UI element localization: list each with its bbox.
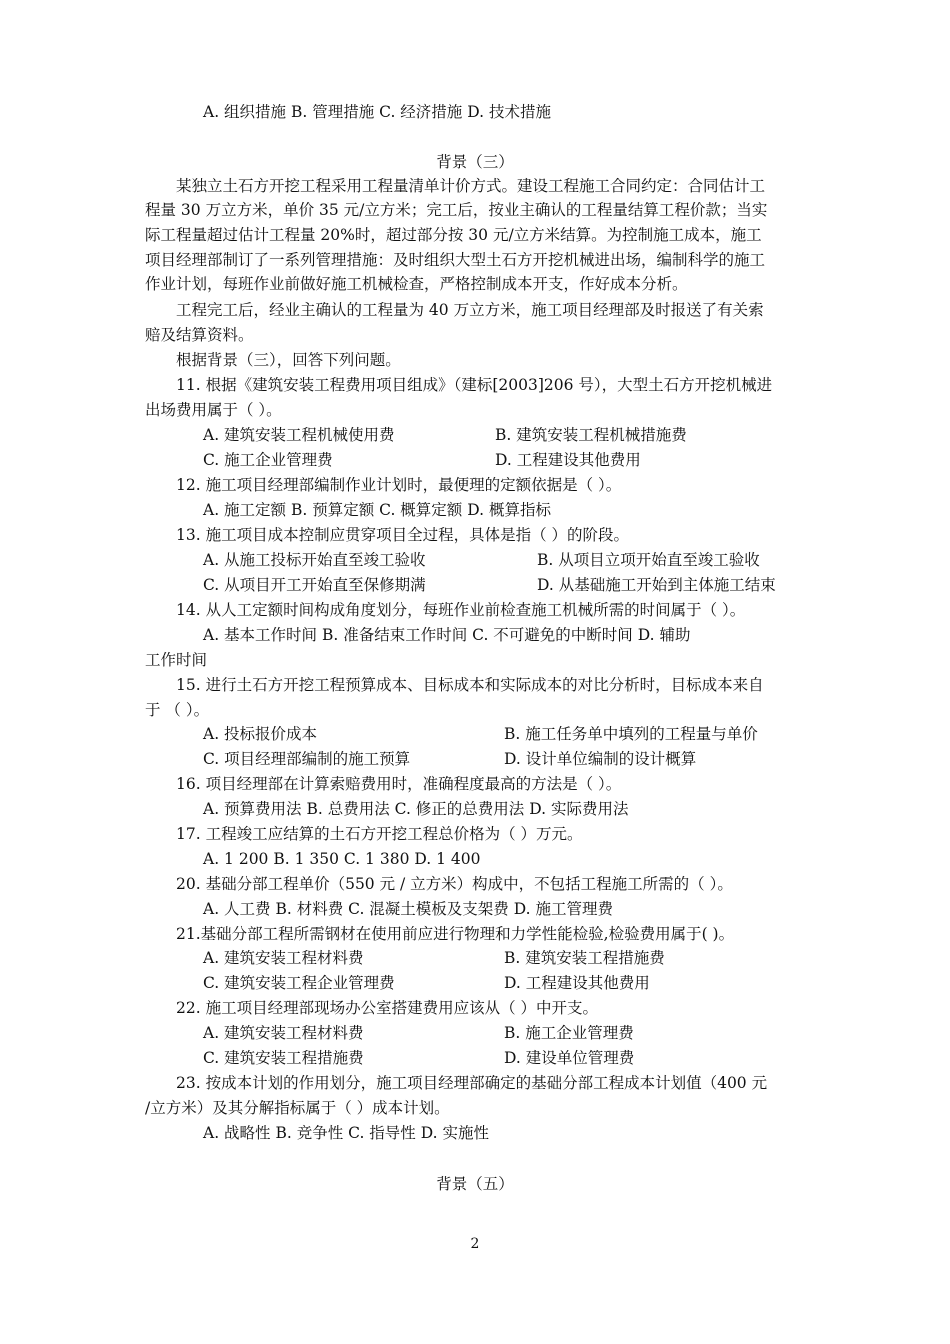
para1-line-4: 项目经理部制订了一系列管理措施：及时组织大型土石方开挖机械进出场，编制科学的施工 [145,251,766,269]
q21-stem: 21.基础分部工程所需钢材在使用前应进行物理和力学性能检验,检验费用属于( )。 [176,925,735,943]
q17-stem: 17. 工程竣工应结算的土石方开挖工程总价格为（ ）万元。 [176,825,583,843]
q20-stem: 20. 基础分部工程单价（550 元 / 立方米）构成中，不包括工程施工所需的（ ）。 [176,875,733,893]
q14-stem: 14. 从人工定额时间构成角度划分，每班作业前检查施工机械所需的时间属于（ ）。 [176,601,746,619]
q21-option-b: B. 建筑安装工程措施费 [504,949,665,967]
q21-option-c: C. 建筑安装工程企业管理费 [203,974,395,992]
q11-stem-2: 出场费用属于（ ）。 [145,401,282,419]
section-5-heading: 背景（五） [436,1175,514,1193]
q16-stem: 16. 项目经理部在计算索赔费用时，准确程度最高的方法是（ ）。 [176,775,622,793]
q23-stem-2: /立方米）及其分解指标属于（ ）成本计划。 [145,1099,450,1117]
q22-stem: 22. 施工项目经理部现场办公室搭建费用应该从（ ）中开支。 [176,999,599,1017]
q15-stem-2: 于 （ ）。 [145,701,210,719]
q13-option-c: C. 从项目开工开始直至保修期满 [203,576,426,594]
q11-option-c: C. 施工企业管理费 [203,451,333,469]
q16-options: A. 预算费用法 B. 总费用法 C. 修正的总费用法 D. 实际费用法 [203,800,629,818]
q13-option-a: A. 从施工投标开始直至竣工验收 [203,551,426,569]
q13-option-b: B. 从项目立项开始直至竣工验收 [537,551,760,569]
q15-option-a: A. 投标报价成本 [203,725,318,743]
q15-stem-1: 15. 进行土石方开挖工程预算成本、目标成本和实际成本的对比分析时，目标成本来自 [176,676,764,694]
q23-stem-1: 23. 按成本计划的作用划分，施工项目经理部确定的基础分部工程成本计划值（400 元 [176,1074,768,1092]
section-3-heading: 背景（三） [436,153,514,171]
page-number: 2 [470,1236,480,1252]
q22-option-b: B. 施工企业管理费 [504,1024,634,1042]
q21-option-d: D. 工程建设其他费用 [504,974,650,992]
q13-stem: 13. 施工项目成本控制应贯穿项目全过程，具体是指（ ）的阶段。 [176,526,630,544]
q13-option-d: D. 从基础施工开始到主体施工结束 [537,576,776,594]
q12-options: A. 施工定额 B. 预算定额 C. 概算定额 D. 概算指标 [203,501,551,519]
q11-option-b: B. 建筑安装工程机械措施费 [495,426,687,444]
q23-options: A. 战略性 B. 竞争性 C. 指导性 D. 实施性 [203,1124,489,1142]
para1-line-3: 际工程量超过估计工程量 20%时，超过部分按 30 元/立方米结算。为控制施工成本，施工 [145,226,762,244]
para1-line-5: 作业计划，每班作业前做好施工机械检查，严格控制成本开支，作好成本分析。 [145,275,688,293]
q11-stem-1: 11. 根据《建筑安装工程费用项目组成》（建标[2003]206 号），大型土石方开挖机械进 [176,376,773,394]
q20-options: A. 人工费 B. 材料费 C. 混凝土模板及支架费 D. 施工管理费 [203,900,613,918]
q11-option-d: D. 工程建设其他费用 [495,451,641,469]
q15-option-c: C. 项目经理部编制的施工预算 [203,750,411,768]
para2-line-1: 工程完工后，经业主确认的工程量为 40 万立方米，施工项目经理部及时报送了有关索 [176,301,764,319]
q11-option-a: A. 建筑安装工程机械使用费 [203,426,395,444]
q14-options-wrap: 工作时间 [145,651,208,669]
q12-stem: 12. 施工项目经理部编制作业计划时，最便理的定额依据是（ ）。 [176,476,622,494]
para2-line-2: 赔及结算资料。 [145,326,254,344]
q22-option-d: D. 建设单位管理费 [504,1049,635,1067]
q22-option-c: C. 建筑安装工程措施费 [203,1049,364,1067]
para1-line-2: 程量 30 万立方米，单价 35 元/立方米；完工后，按业主确认的工程量结算工程价款；当实 [145,201,768,219]
q21-option-a: A. 建筑安装工程材料费 [203,949,364,967]
q17-options: A. 1 200 B. 1 350 C. 1 380 D. 1 400 [203,850,481,868]
q15-option-b: B. 施工任务单中填列的工程量与单价 [504,725,758,743]
top-options: A. 组织措施 B. 管理措施 C. 经济措施 D. 技术措施 [203,103,551,121]
q14-options: A. 基本工作时间 B. 准备结束工作时间 C. 不可避免的中断时间 D. 辅助 [203,626,691,644]
q15-option-d: D. 设计单位编制的设计概算 [504,750,697,768]
para1-line-1: 某独立土石方开挖工程采用工程量清单计价方式。建设工程施工合同约定：合同估计工 [176,177,766,195]
q22-option-a: A. 建筑安装工程材料费 [203,1024,364,1042]
instruction: 根据背景（三），回答下列问题。 [176,351,401,369]
